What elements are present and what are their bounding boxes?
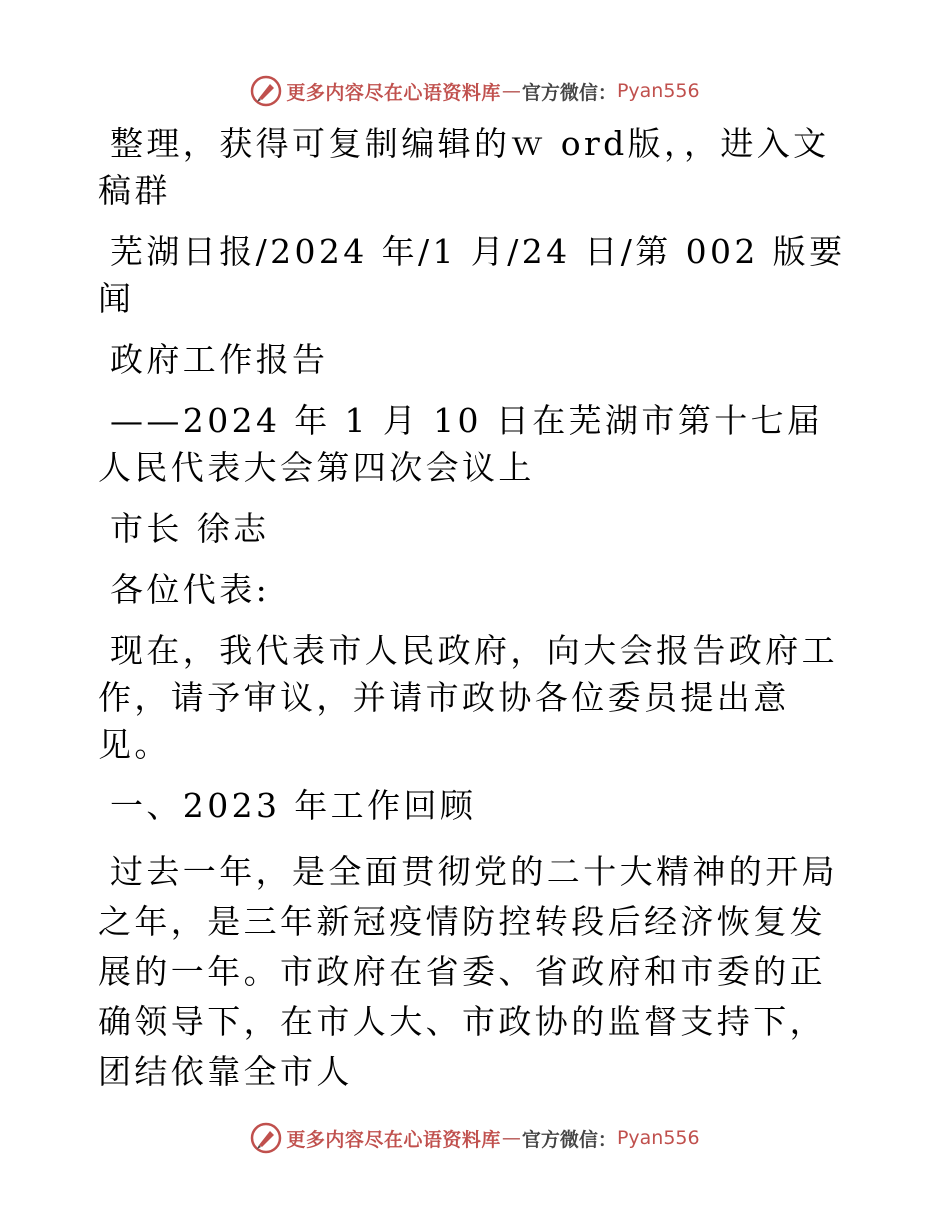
report-title: 政府工作报告 bbox=[110, 340, 329, 379]
pen-nib-logo-icon bbox=[250, 75, 282, 107]
opening-paragraph: 现在，我代表市人民政府，向大会报告政府工作，请予审议，并请市政协各位委员提出意见。 bbox=[98, 631, 838, 764]
banner-wechat-id: Pyan556 bbox=[616, 1127, 700, 1149]
header-banner bbox=[0, 71, 950, 111]
banner-separator: — bbox=[501, 80, 521, 102]
footer-banner bbox=[0, 1118, 950, 1158]
intro-paragraph: 整理，获得可复制编辑的ｗ ord版，，进入文稿群 bbox=[98, 124, 830, 210]
document-body bbox=[98, 120, 858, 1097]
source-line: 芜湖日报/2024 年/1 月/24 日/第 002 版要闻 bbox=[98, 232, 846, 318]
banner-wechat-label: 官方微信： bbox=[521, 1128, 617, 1151]
banner-wechat-label: 官方微信： bbox=[521, 81, 617, 104]
report-subtitle: ——2024 年 1 月 10 日在芜湖市第十七届人民代表大会第四次会议上 bbox=[98, 401, 824, 487]
author-line: 市长 徐志 bbox=[110, 509, 270, 548]
banner-wechat-id: Pyan556 bbox=[616, 80, 700, 102]
banner-text: 更多内容尽在心语资料库 bbox=[286, 1128, 501, 1151]
section-heading: 一、2023 年工作回顾 bbox=[110, 786, 477, 825]
pen-nib-logo-icon bbox=[250, 1122, 282, 1154]
banner-separator: — bbox=[501, 1127, 521, 1149]
review-paragraph: 过去一年，是全面贯彻党的二十大精神的开局之年，是三年新冠疫情防控转段后经济恢复发展的一年。市政府在省委、省政府和市委的正确领导下，在市人大、市政协的监督支持下，团结依靠全市人 bbox=[98, 852, 838, 1091]
banner-text: 更多内容尽在心语资料库 bbox=[286, 81, 501, 104]
salutation: 各位代表: bbox=[110, 570, 271, 609]
